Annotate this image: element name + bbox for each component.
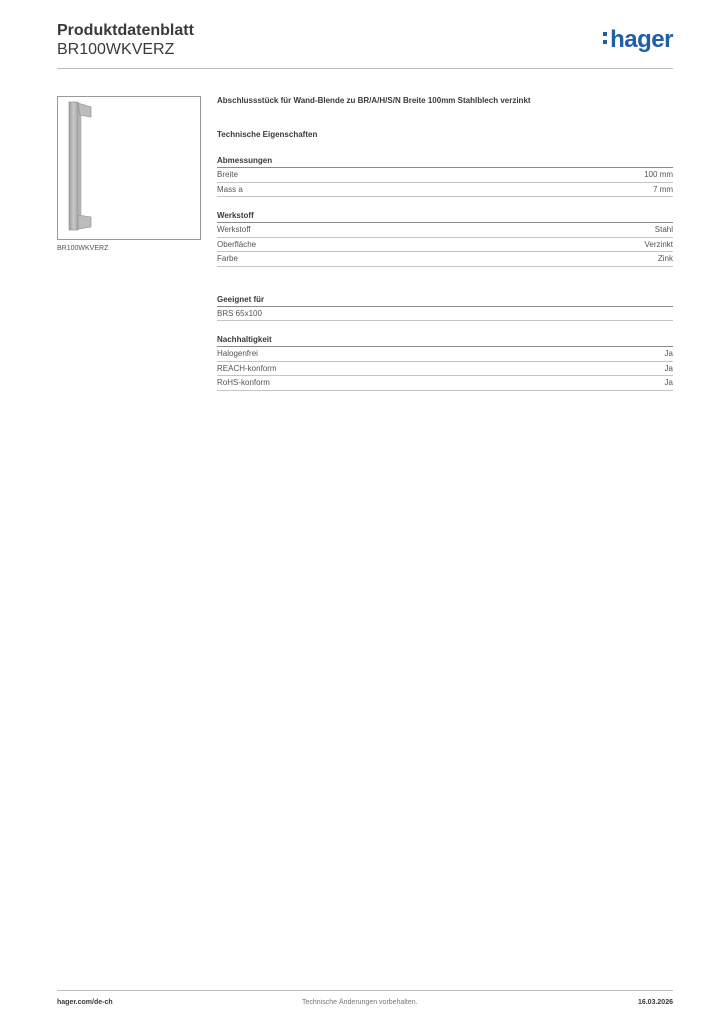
property-value: Zink	[657, 254, 673, 263]
property-value: Ja	[664, 363, 673, 373]
group-material	[217, 211, 673, 267]
logo-dots-icon	[603, 32, 608, 48]
property-label: RoHS-konform	[217, 378, 270, 387]
product-image-caption: BR100WKVERZ	[57, 245, 109, 252]
property-row	[217, 223, 673, 238]
group-title: Werkstoff	[217, 211, 673, 223]
property-label: REACH-konform	[217, 363, 277, 373]
group-title: Nachhaltigkeit	[217, 335, 673, 347]
product-details	[217, 96, 673, 391]
footer-website: hager.com/de-ch	[57, 999, 113, 1006]
document-header	[57, 20, 673, 70]
footer-date: 16.03.2026	[637, 999, 673, 1006]
property-value: Ja	[664, 349, 673, 358]
product-image	[57, 96, 201, 240]
property-label: Mass a	[217, 184, 243, 194]
property-value: Ja	[664, 378, 673, 387]
property-row	[217, 168, 673, 183]
group-title: Abmessungen	[217, 156, 673, 168]
property-row	[217, 183, 673, 198]
logo-text: hager	[610, 26, 673, 53]
property-label: Farbe	[217, 254, 238, 263]
property-row	[217, 238, 673, 253]
footer-divider	[57, 990, 673, 991]
property-value: 7 mm	[653, 184, 673, 194]
property-label: BRS 65x100	[217, 308, 262, 318]
document-title: Produktdatenblatt	[57, 22, 194, 39]
group-suitable-for	[217, 295, 673, 322]
property-row	[217, 362, 673, 377]
group-title: Geeignet für	[217, 295, 673, 307]
product-description: Abschlussstück für Wand-Blende zu BR/A/H/S/N Breite 100mm Stahlblech verzinkt	[217, 96, 531, 105]
property-label: Oberfläche	[217, 239, 257, 249]
property-row	[217, 347, 673, 362]
footer-notice: Technische Änderungen vorbehalten.	[302, 999, 418, 1006]
group-dimensions	[217, 156, 673, 197]
header-divider	[57, 68, 673, 69]
property-row	[217, 252, 673, 267]
property-value: Stahl	[654, 225, 673, 234]
property-value: Verzinkt	[644, 239, 673, 249]
property-row	[217, 307, 673, 322]
property-label: Breite	[217, 170, 238, 179]
property-label: Werkstoff	[217, 225, 251, 234]
property-value: 100 mm	[644, 170, 673, 179]
product-code: BR100WKVERZ	[57, 41, 175, 58]
group-sustainability	[217, 335, 673, 391]
end-piece-drawing-icon	[58, 97, 200, 239]
hager-logo	[603, 26, 673, 54]
section-title: Technische Eigenschaften	[217, 130, 318, 139]
property-row	[217, 376, 673, 391]
property-label: Halogenfrei	[217, 349, 258, 358]
